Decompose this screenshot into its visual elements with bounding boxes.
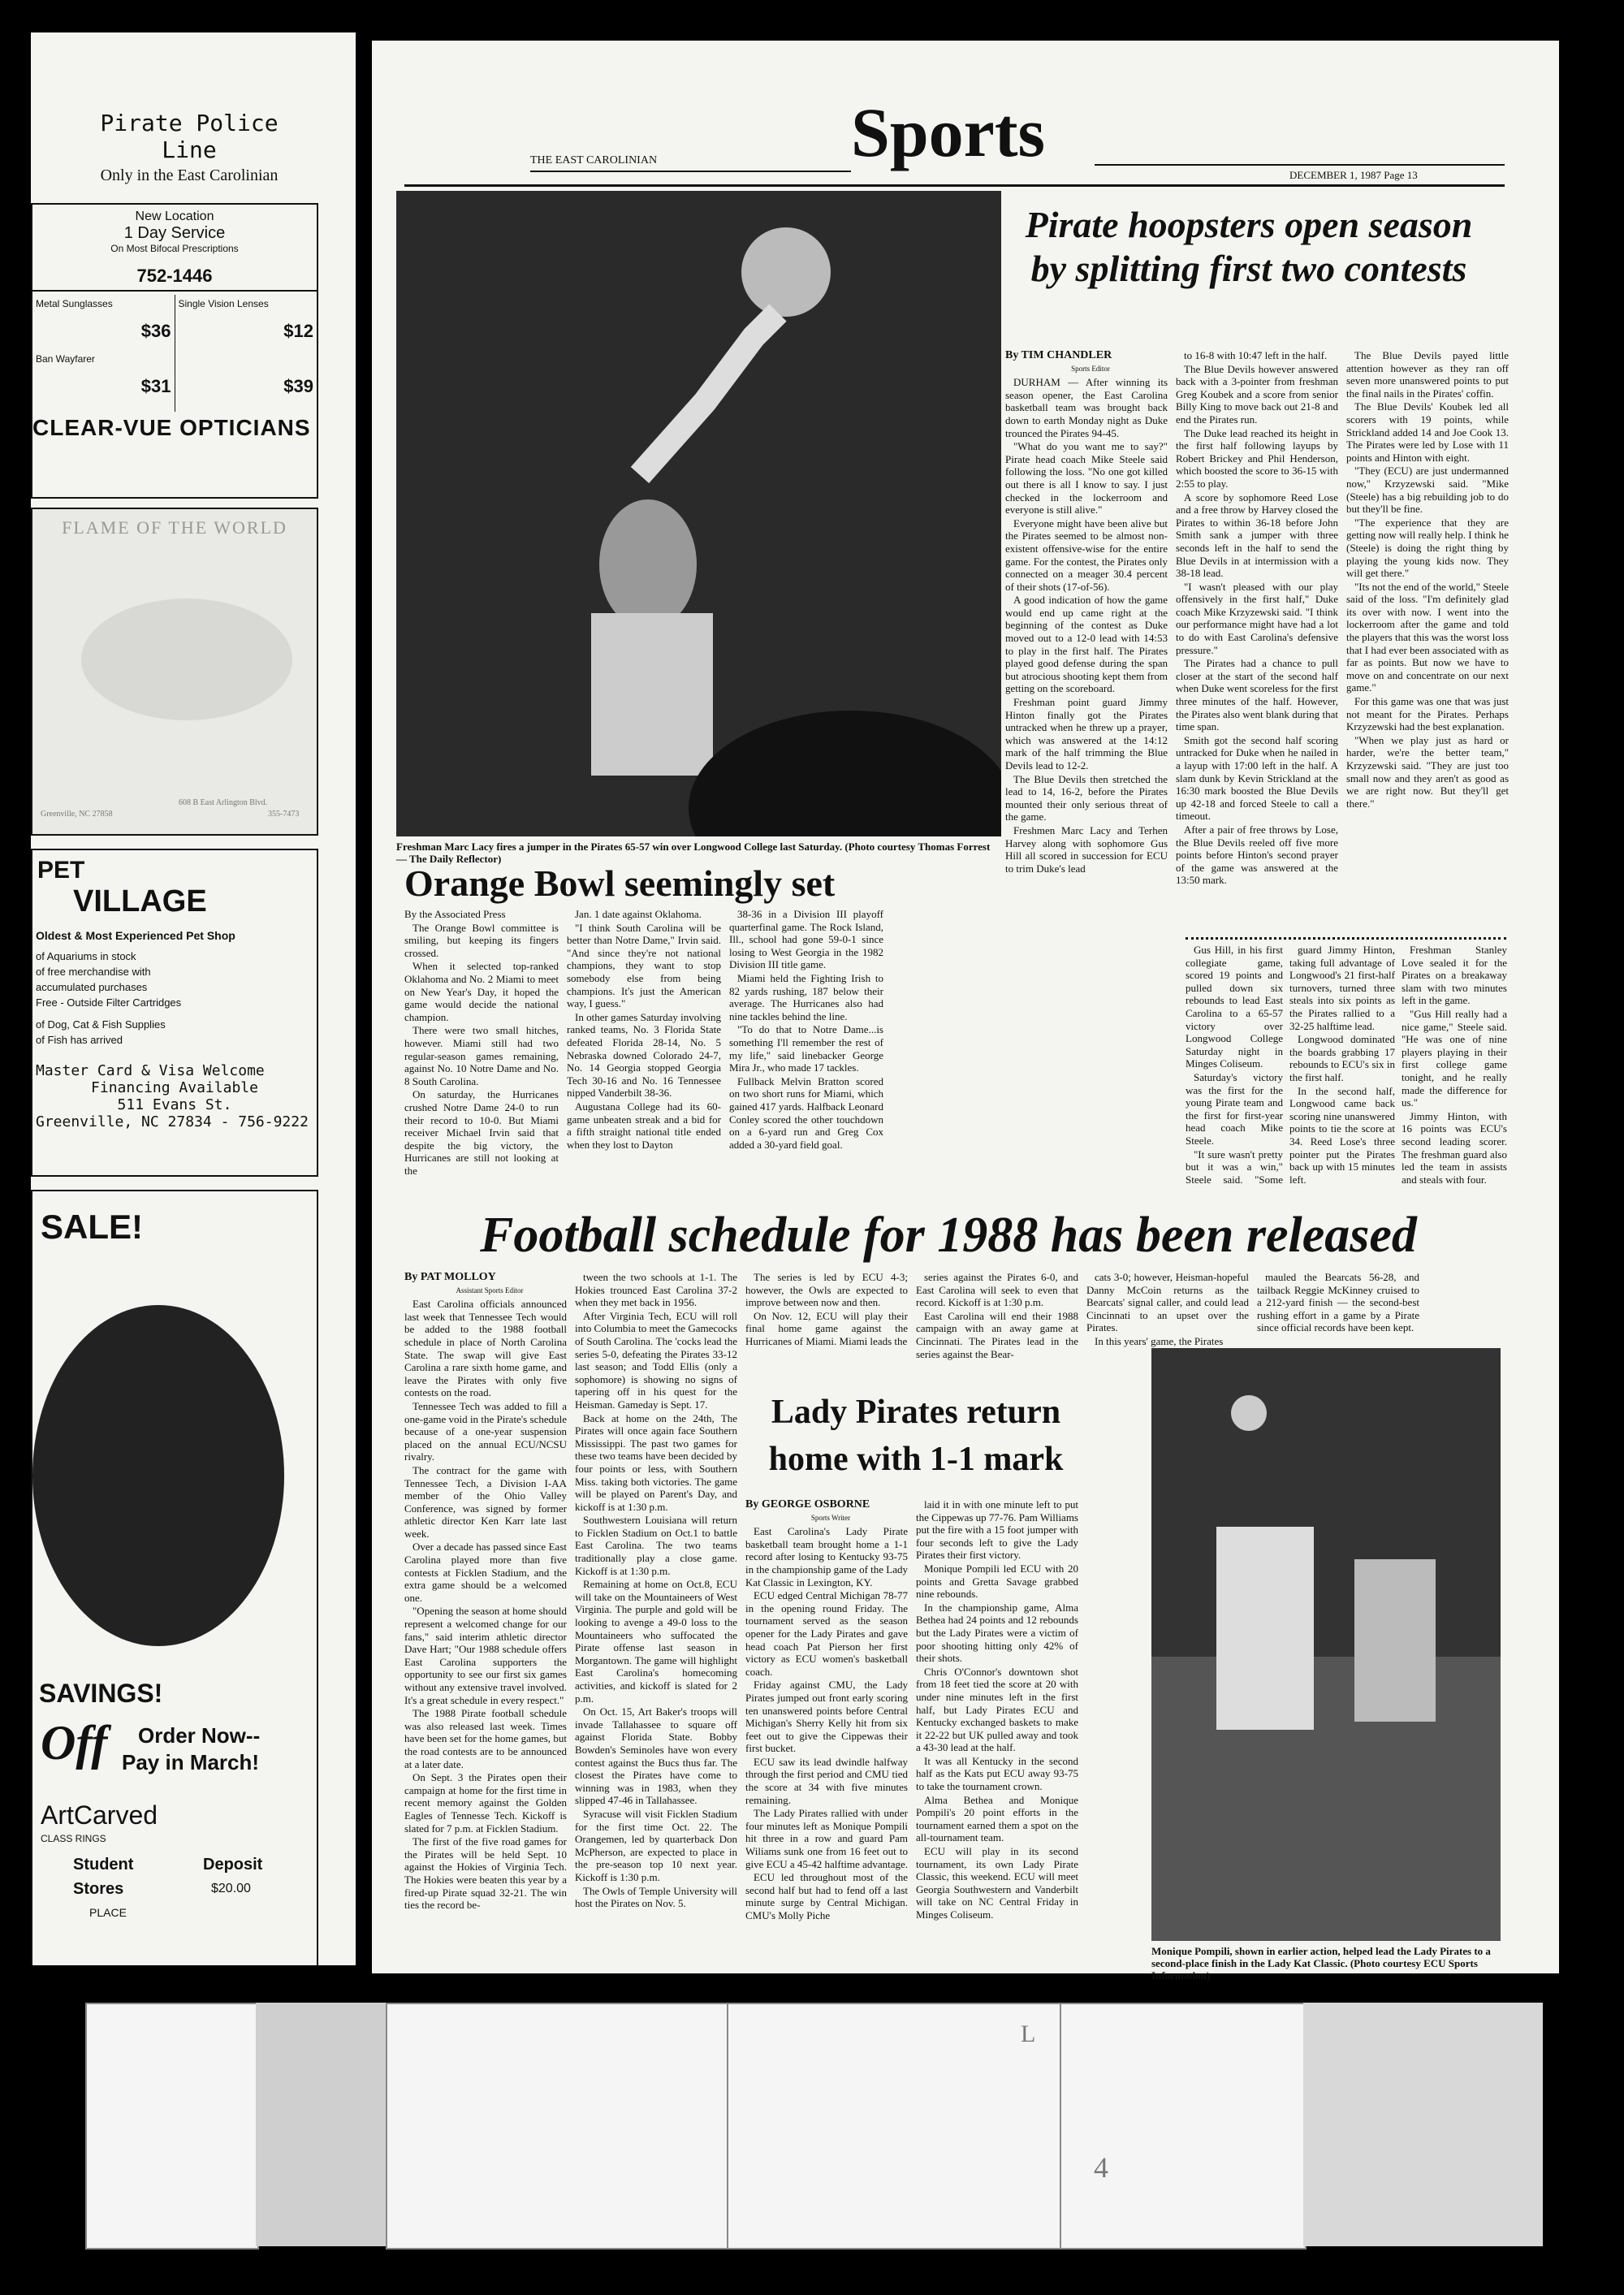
pet-list — [36, 949, 317, 1048]
lady-paragraph: Friday against CMU, the Lady Pirates jumped out front early scoring ten unanswered points before Central Michigan's Sherry Kelly hit from six feet out to give the Cippewas their first bucket. — [745, 1679, 908, 1755]
orange-byline: By the Associated Press — [404, 908, 506, 920]
football-column-4 — [916, 1271, 1078, 1393]
hoops-paragraph: "They (ECU) are just undermanned now," Krzyzewski said. "Mike (Steele) has a big rebuilding job to do but they'll be fine. — [1346, 465, 1509, 516]
ring-image — [32, 1305, 284, 1646]
optician-on-most: On Most Bifocal Prescriptions — [110, 243, 239, 254]
pet-line-4: Free - Outside Filter Cartridges — [36, 996, 182, 1009]
world-image — [81, 599, 292, 720]
football-paragraph: Remaining at home on Oct.8, ECU will take on the Mountaineers of West Virginia. The purple and gold will be looking to avenge a 49-0 loss to the Mountaineers who suffocated the Pirate offense last season in Morgantown. The game will highlight East Carolina's homecoming activities, and kickoff is slated for 2 p.m. — [575, 1578, 737, 1705]
lady-basketball-image — [1151, 1348, 1501, 1941]
pet-address: 511 Evans St. — [117, 1096, 232, 1113]
hoops-lower-paragraph: In the second half, Longwood came back scoring nine unanswered points to tie the score at 34. Reed Lose's three pointer put the Pirates back up with 15 minutes left. — [1289, 1084, 1395, 1186]
hoops-lower-paragraph: Freshman Stanley Love sealed it for the Pirates on a breakaway slam with two minutes left in the game. — [1402, 944, 1507, 1007]
hoops-lower-paragraph: guard Jimmy Hinton, taking full advantage of Longwood's 21 first-half turnovers, turned three steals into six points as the Pirates rallied to a 32-25 halftime lead. — [1289, 944, 1395, 1032]
paper-name: THE EAST CAROLINIAN — [530, 154, 658, 166]
football-column-3 — [745, 1271, 908, 1393]
orange-column-1 — [404, 908, 559, 1188]
football-paragraph: Over a decade has passed since East Carolina played more than five contests at Ficklen Stadium, and the extra game should be a welcomed one. — [404, 1541, 567, 1604]
hoops-paragraph: "The experience that they are getting now will really help. I think he (Steele) is doing the right thing by playing the young kids now. They will get there." — [1346, 516, 1509, 580]
lady-paragraph: ECU led throughout most of the second half but had to fend off a last minute surge by Central Michigan. CMU's Molly Piche — [745, 1871, 908, 1921]
optician-new-location: New Location — [135, 210, 214, 223]
bottom-mark-1: L — [1021, 2021, 1036, 2047]
optician-wayfarer: Ban Wayfarer — [36, 353, 95, 365]
hoops-paragraph: After a pair of free throws by Lose, the Blue Devils reeled off five more points before Hinton's second prayer of the game was answered at the 13:50 mark. — [1176, 823, 1338, 887]
football-paragraph: mauled the Bearcats 56-28, and tailback Reggie McKinney cruised to a 212-yard finish — the second-best rushing effort in a game by a Pirate since official records have been kept. — [1257, 1271, 1419, 1334]
football-paragraph: On Nov. 12, ECU will play their final home game against the Hurricanes of Miami. Miami leads the — [745, 1309, 908, 1347]
orange-paragraph: Augustana College had its 60-game unbeaten streak and a bid for a fifth straight national title ended when they lost to Dayton — [567, 1100, 721, 1151]
football-paragraph: series against the Pirates 6-0, and East Carolina will seek to even that record. Kickoff is at 1:30 p.m. — [916, 1271, 1078, 1309]
pet-line-6: of Fish has arrived — [36, 1034, 123, 1046]
orange-paragraph: "I think South Carolina will be better than Notre Dame," Irvin said. "And since they're not national champions, they want to stop somebody else from being champions. It's just the American way, I guess." — [567, 921, 721, 1010]
orange-paragraph: Jan. 1 date against Oklahoma. — [575, 908, 702, 920]
optician-price3: $31 — [140, 376, 171, 396]
bottom-panel-6 — [1303, 2003, 1543, 2246]
masthead-rule-right — [1095, 164, 1505, 166]
hoops-lower-paragraph: "It sure wasn't pretty but it was a win," Steele said. "Some — [1186, 1148, 1283, 1186]
hoops-paragraph: Freshman point guard Jimmy Hinton finally got the Pirates untracked when he threw up a prayer, which was answered at the 14:12 mark of the half trimming the Blue Devils lead to 12-2. — [1005, 696, 1168, 771]
football-paragraph: cats 3-0; however, Heisman-hopeful Danny McCoin returns as the Bearcats' signal caller, and could lead Cincinnati to an upset over the Pirates. — [1086, 1271, 1249, 1334]
football-paragraph: Syracuse will visit Ficklen Stadium for the first time Oct. 22. The Orangemen, led by quarterback Don McPherson, are expected to place in the pre-season top 10 next year. Kickoff is 1:30 p.m. — [575, 1807, 737, 1883]
hoops-paragraph: "When we play just as hard or harder, we're the better team," Krzyzewski said. "They are just too small now and they aren't as good as we are right now. But they'll get there." — [1346, 733, 1509, 810]
orange-paragraph: When it selected top-ranked Oklahoma and No. 2 Miami to meet on New Year's Day, it hoped the game would decide the national champion. — [404, 960, 559, 1023]
football-paragraph: On Oct. 15, Art Baker's troops will invade Tallahassee to square off against Florida State. Bobby Bowden's Seminoles have won every contest against the Bucs thus far. The closest the Pirates have come to winning was in 1983, when they slipped 47-46 in Tallahassee. — [575, 1705, 737, 1807]
ring-deposit: Deposit — [203, 1856, 263, 1874]
hoops-lower-column-3 — [1402, 944, 1507, 1187]
masthead-rule-left — [530, 171, 851, 172]
football-paragraph: The first of the five road games for the Pirates will be held Sept. 10 against the Hokies of Virginia Tech. The Hokies were beaten this year by a fired-up Pirate squad 32-21. The win ties the record be- — [404, 1835, 567, 1912]
football-paragraph: "Opening the season at home should represent a welcomed change for our fans," said interim athletic director Dave Hart; "Our 1988 schedule offers East Carolina supporters the opportunity to see our first six games without any extensive travel involved. It's a great schedule in every respect." — [404, 1605, 567, 1706]
lady-paragraph: East Carolina's Lady Pirate basketball team brought home a 1-1 record after losing to Kentucky 93-75 in the championship game of the Lady Kat Classic in Lexington, KY. — [745, 1525, 908, 1588]
hoops-lower-paragraph: Gus Hill, in his first collegiate game, scored 19 points and pulled down six rebounds to lead East Carolina to a 65-57 victory over Longwood College Saturday night in Minges Coliseum. — [1186, 944, 1283, 1070]
bottom-panel-1 — [85, 2003, 259, 2250]
pet-line-3: accumulated purchases — [36, 981, 148, 993]
hoops-lower-column-2 — [1289, 944, 1395, 1187]
football-paragraph: tween the two schools at 1-1. The Hokies trounced East Carolina 37-2 when they met back in 1956. — [575, 1271, 737, 1309]
orange-paragraph: In other games Saturday involving ranked teams, No. 3 Florida State defeated Florida 28-14, No. 5 Nebraska downed Colorado 24-7, No. 14 Georgia stopped Georgia Tech 30-16 and No. 16 Tennessee nipped Vanderbilt 38-36. — [567, 1010, 721, 1100]
ring-stores: Stores — [73, 1880, 124, 1898]
optician-price4: $39 — [283, 376, 313, 396]
hoops-paragraph: Freshmen Marc Lacy and Terhen Harvey along with sophomore Gus Hill all scored in succession for ECU to trim Duke's lead — [1005, 823, 1168, 875]
orange-paragraph: The Orange Bowl committee is smiling, but keeping its fingers crossed. — [404, 921, 559, 959]
hoops-byline: By TIM CHANDLER — [1005, 349, 1112, 361]
village-title: VILLAGE — [73, 884, 207, 918]
hoops-lower-paragraph: Longwood dominated the boards grabbing 17 rebounds to ECU's six in the first half. — [1289, 1033, 1395, 1083]
bottom-scan-strip — [85, 2003, 1543, 2246]
football-paragraph: East Carolina will end their 1988 campaign with an away game at Cincinnati. The Pirates lead in the series against the Bear- — [916, 1309, 1078, 1360]
hoops-photo — [396, 191, 1001, 836]
lady-paragraph: ECU will play in its second tournament, its own Lady Pirate Classic, this weekend. ECU will meet Georgia Southwestern and Vanderbilt will take on NC Central Friday in Minges Coliseum. — [916, 1845, 1078, 1921]
hoops-lower-paragraph — [1289, 1186, 1395, 1187]
hoops-column-1 — [1005, 349, 1168, 934]
pet-city: Greenville, NC 27834 - 756-9222 — [36, 1113, 309, 1130]
world-addr2: 608 B East Arlington Blvd. — [179, 798, 268, 807]
page-date: DECEMBER 1, 1987 Page 13 — [1289, 169, 1418, 181]
world-ad — [31, 508, 318, 836]
pet-oldest: Oldest & Most Experienced Pet Shop — [36, 929, 235, 942]
optician-single: Single Vision Lenses — [178, 298, 269, 309]
hoops-paragraph: The Blue Devils' Koubek led all scorers with 19 points, while Strickland added 14 and Joe Cook 13. The Pirates were led by Lose with 11 points and Hinton with eight. — [1346, 400, 1509, 464]
lady-paragraph: ECU edged Central Michigan 78-77 in the opening round Friday. The tournament served as the season opener for the Lady Pirates and gave head coach Pat Pierson her first victory as ECU women's basketball coach. — [745, 1589, 908, 1678]
lady-paragraph: laid it in with one minute left to put the Cippewas up 77-76. Pam Williams put the fire with a 15 foot jumper with four seconds left to give the Lady Pirates their first victory. — [916, 1498, 1078, 1562]
football-column-1 — [404, 1271, 567, 1977]
orange-column-3 — [729, 908, 883, 1188]
hoops-paragraph: The Blue Devils however answered back with a 3-pointer from freshman Greg Koubek and a score from senior Billy King to move back out 21-8 and end the Pirates run. — [1176, 362, 1338, 426]
basketball-player-image — [396, 191, 1001, 836]
hoops-lower-paragraph: "Gus Hill really had a nice game," Steele said. "He was one of nine players playing in their first college game tonight, and he really made the difference for us." — [1402, 1007, 1507, 1109]
bottom-panel-3 — [386, 2003, 730, 2250]
ring-ad — [31, 1190, 318, 1965]
football-paragraph: Tennessee Tech was added to fill a one-game void in the Pirate's schedule because of a one-year suspension placed on the annual ECU/NCSU rivalry. — [404, 1399, 567, 1463]
hoops-paragraph: A score by sophomore Reed Lose and a free throw by Harvey closed the Pirates to within 36-18 before John Smith sank a jumper with three seconds left in the half to send the Blue Devils in at intermission with a 38-18 lead. — [1176, 491, 1338, 580]
orange-headline: Orange Bowl seemingly set — [404, 862, 836, 904]
pet-financing: Financing Available — [91, 1079, 258, 1096]
optician-metal: Metal Sunglasses — [36, 298, 113, 309]
optician-price1: $36 — [140, 321, 171, 341]
hoops-paragraph: "I wasn't pleased with our play offensively in the first half," Duke coach Mike Krzyzewski said. "I think our performance might have had a lot to do with East Carolina's defensive pressure." — [1176, 580, 1338, 656]
ring-student: Student — [73, 1856, 134, 1874]
hoops-paragraph: DURHAM — After winning its season opener, the East Carolina basketball team was brought back down to earth Monday night as Duke trounced the Pirates 94-45. — [1005, 376, 1168, 439]
hoops-headline-line2: by splitting first two contests — [1030, 248, 1467, 289]
hoops-headline-line1: Pirate hoopsters open season — [1025, 204, 1473, 245]
hoops-paragraph: Everyone might have been alive but the Pirates seemed to be almost non-existent offensive-wise for the entire game. For the contest, the Pirates only connected on a meager 30.4 percent of their shots (17-of-56). — [1005, 516, 1168, 593]
lady-headline — [745, 1389, 1086, 1483]
football-paragraph: The 1988 Pirate football schedule was also released last week. Times have been set for the home games, but the road contests are to be announced at a later date. — [404, 1707, 567, 1770]
optician-ad — [31, 203, 318, 499]
police-line-title2: Line — [162, 136, 217, 163]
orange-paragraph: Miami held the Fighting Irish to 82 yards rushing, 187 below their average. The Hurricanes also had nine tackles behind the line. — [729, 971, 883, 1022]
ring-amount: $20.00 — [211, 1882, 251, 1895]
hoops-headline — [981, 203, 1517, 291]
lady-paragraph: It was all Kentucky in the second half as the Kats put ECU away 93-75 to take the tournament crown. — [916, 1754, 1078, 1793]
pet-visa: Master Card & Visa Welcome — [36, 1062, 265, 1079]
lady-paragraph: Alma Bethea and Monique Pompili's 20 point efforts in the tournament earned them a spot on the all-tournament team. — [916, 1793, 1078, 1844]
football-paragraph: The contract for the game with Tennessee Tech, a Division I-AA member of the Ohio Valley Conference, was signed by former athletic director Ken Karr late last week. — [404, 1463, 567, 1540]
left-ad-page — [31, 32, 356, 1965]
hoops-lower-paragraph: Saturday's victory was the first for the young Pirate team and the first for first-year head coach Mike Steele. — [1186, 1070, 1283, 1147]
football-paragraph: Back at home on the 24th, The Pirates will once again face Southern Mississippi. The past two games for these two teams have been decided by four points or less, with Southern Miss. taking both victories. The game will be played on Parent's Day, and kickoff is at 1:30 p.m. — [575, 1411, 737, 1513]
hoops-paragraph: Smith got the second half scoring untracked for Duke when he nailed in a layup with 17:00 left in the half. A slam dunk by Kevin Strickland at the 16:30 mark boosted the Blue Devils up 42-18 and forced Steele to call a timeout. — [1176, 733, 1338, 823]
football-byline: By PAT MOLLOY — [404, 1271, 496, 1283]
football-byline-role: Assistant Sports Editor — [456, 1286, 524, 1294]
hoops-caption: Freshman Marc Lacy fires a jumper in the Pirates 65-57 win over Longwood College last Saturday. (Photo courtesy Thomas Forrest — The Daily Reflector) — [396, 841, 991, 865]
bottom-panel-2 — [256, 2003, 386, 2246]
orange-paragraph: "To do that to Notre Dame...is something I'll remember the rest of my life," said linebacker George Mira Jr., who made 17 tackles. — [729, 1023, 883, 1074]
pet-line-5: of Dog, Cat & Fish Supplies — [36, 1018, 166, 1031]
ring-sale: SALE! — [41, 1208, 143, 1246]
lady-byline: By GEORGE OSBORNE — [745, 1498, 870, 1511]
hoops-lower-paragraph: Jimmy Hinton, with 16 points was ECU's second leading scorer. The freshman guard also led the team in assists and steals with four. — [1402, 1109, 1507, 1186]
world-title: FLAME OF THE WORLD — [62, 517, 287, 538]
bottom-panel-5 — [1060, 2003, 1307, 2250]
masthead-rule — [404, 184, 1505, 187]
optician-price2: $12 — [283, 321, 313, 341]
optician-name: CLEAR-VUE OPTICIANS — [32, 415, 311, 440]
optician-one-day: 1 Day Service — [123, 224, 226, 242]
orange-column-4 — [892, 908, 1005, 1188]
lady-paragraph: In the championship game, Alma Bethea had 24 points and 12 rebounds but the Lady Pirates were a victim of poor shooting hitting only 42% of their shots. — [916, 1601, 1078, 1665]
hoops-paragraph: The Duke lead reached its height in the first half following layups by Robert Brickey and Phil Henderson, which boosted the score to 36-15 with 2:55 to play. — [1176, 426, 1338, 490]
sports-page — [372, 41, 1559, 1982]
hoops-paragraph: A good indication of how the game would end up came right at the beginning of the contest as Duke moved out to a 12-0 lead with 14:53 to play in the first half. The Pirates played good defense during the span but atrocious shooting kept them from getting on the scoreboard. — [1005, 594, 1168, 695]
hoops-paragraph: For this game was one that was just not meant for the Pirates. Perhaps Krzyzewski had the best explanation. — [1346, 695, 1509, 733]
ring-brand: ArtCarved — [41, 1800, 158, 1830]
football-paragraph: The series is led by ECU 4-3; however, the Owls are expected to improve between now and then. — [745, 1271, 908, 1309]
ring-order: Order Now-- — [138, 1723, 261, 1748]
orange-paragraph: 38-36 in a Division III playoff quarterfinal game. The Rock Island, Ill., school had gone 59-0-1 since losing to West Georgia in the 1982 Division III title game. — [729, 908, 883, 971]
lady-column-2 — [916, 1498, 1078, 1977]
pet-title: PET — [37, 857, 85, 884]
hoops-dotted-divider — [1186, 937, 1506, 940]
bottom-panel-4 — [727, 2003, 1063, 2250]
lady-headline-line1: Lady Pirates return — [771, 1394, 1061, 1431]
pet-line-1: of Aquariums in stock — [36, 950, 136, 962]
lady-caption: Monique Pompili, shown in earlier action, helped lead the Lady Pirates to a second-place finish in the Lady Kat Classic. (Photo courtesy ECU Sports Information) — [1151, 1945, 1491, 1982]
orange-paragraph: There were two small hitches, however. Miami still had two regular-season games remaining, against No. 10 Notre Dame and No. 8 South Carolina. — [404, 1024, 559, 1087]
hoops-lower-column-1 — [1186, 944, 1283, 1187]
lady-photo — [1151, 1348, 1501, 1941]
hoops-byline-role: Sports Editor — [1071, 364, 1110, 373]
lady-paragraph: Monique Pompili led ECU with 20 points and Gretta Savage grabbed nine rebounds. — [916, 1562, 1078, 1601]
football-paragraph: East Carolina officials announced last week that Tennessee Tech would be added to the 1988 football schedule in place of North Carolina State. The swap will give East Carolina a rare sixth home game, and leave the Pirates with only five contests on the road. — [404, 1298, 567, 1399]
lady-paragraph: Chris O'Connor's downtown shot from 18 feet tied the score at 20 with under nine minutes left in the first half, but Lady Pirates ECU and Kentucky exchanged baskets to make it 22-22 but UK pulled away and took a 43-30 lead at the half. — [916, 1665, 1078, 1754]
lady-headline-line2: home with 1-1 mark — [768, 1441, 1064, 1478]
police-line-title1: Pirate Police — [100, 110, 279, 136]
hoops-lower-paragraph — [1402, 1186, 1507, 1187]
football-headline: Football schedule for 1988 has been released — [480, 1208, 1417, 1263]
optician-phone: 752-1446 — [136, 266, 213, 286]
hoops-paragraph: The Blue Devils payed little attention however as they ran off seven more unanswered points to put the final nails in the Pirates' coffin. — [1346, 349, 1509, 400]
hoops-paragraph: "Its not the end of the world," Steele said of the loss. "I'm definitely glad its over with now. I went into the lockerroom after the game and told the players that this was the worst loss that I had ever been associated with as far as points. But now we have to move on and concentrate on our next game." — [1346, 580, 1509, 694]
orange-column-2 — [567, 908, 721, 1188]
world-addr1: Greenville, NC 27858 — [41, 810, 113, 819]
football-column-2 — [575, 1271, 737, 1977]
lady-paragraph: The Lady Pirates rallied with under four minutes left as Monique Pompili hit three in a row and guard Pam Wiliams sunk one from 16 feet out to give ECU a 45-42 halftime advantage. — [745, 1807, 908, 1870]
police-line-ad — [31, 110, 348, 185]
lady-byline-role: Sports Writer — [810, 1513, 851, 1522]
football-paragraph: In this years' game, the Pirates — [1095, 1334, 1224, 1347]
hoops-column-3 — [1346, 349, 1509, 934]
football-paragraph: After Virginia Tech, ECU will roll into Columbia to meet the Gamecocks of South Carolina. The 'cocks lead the series 5-0, defeating the Pirates 33-12 last season; and Todd Ellis (only a sophomore) is showing no signs of tapering off in his quest for the Heisman. Gameday is Sept. 17. — [575, 1309, 737, 1411]
pet-village-ad — [31, 849, 318, 1177]
hoops-column-2 — [1176, 349, 1338, 934]
hoops-paragraph: The Blue Devils then stretched the lead to 14, 16-2, before the Pirates mounted their only serious threat of the game. — [1005, 772, 1168, 823]
section-title: Sports — [851, 93, 1045, 171]
orange-paragraph: On saturday, the Hurricanes crushed Notre Dame 24-0 to run their record to 10-0. But Miami receiver Michael Irvin said that despite the big victory, the Hurricanes are still not looking at the — [404, 1088, 559, 1177]
pet-line-2: of free merchandise with — [36, 966, 151, 978]
lady-paragraph: ECU saw its lead dwindle halfway through the first period and CMU tied the score at 34 with five minutes remaining. — [745, 1755, 908, 1806]
football-paragraph: On Sept. 3 the Pirates open their campaign at home for the first time in recent memory against the Golden Eagles of Tennesse Tech. Kickoff is slated for 7 p.m. at Ficklen Stadium. — [404, 1771, 567, 1835]
ring-off: Off — [41, 1716, 108, 1770]
world-addr3: 355-7473 — [268, 810, 300, 819]
orange-paragraph: Fullback Melvin Bratton scored on two short runs for Miami, which gained 417 yards. Halfback Leonard Conley scored the other touchdown on a 6-yard run and Greg Cox added a 30-yard field goal. — [729, 1074, 883, 1151]
football-paragraph: Southwestern Louisiana will return to Ficklen Stadium on Oct.1 to battle East Carolina. The two teams traditionally play a close game. Kickoff is at 1:30 p.m. — [575, 1514, 737, 1577]
hoops-paragraph: The Pirates had a chance to pull closer at the start of the second half when Duke went scoreless for the first three minutes of the half. However, the Pirates also went blank during that time span. — [1176, 657, 1338, 733]
football-paragraph: The Owls of Temple University will host the Pirates on Nov. 5. — [575, 1884, 737, 1910]
ring-savings: SAVINGS! — [39, 1679, 163, 1708]
lady-column-1 — [745, 1498, 908, 1977]
ring-place: PLACE — [89, 1906, 127, 1919]
ring-pay: Pay in March! — [122, 1750, 260, 1774]
ring-class: CLASS RINGS — [41, 1833, 106, 1844]
hoops-paragraph: to 16-8 with 10:47 left in the half. — [1184, 349, 1328, 361]
bottom-mark-2: 4 — [1094, 2151, 1108, 2184]
police-line-sub: Only in the East Carolinian — [100, 166, 279, 184]
hoops-paragraph: "What do you want me to say?" Pirate head coach Mike Steele said following the loss. "No one got killed out there is all I know to say. I just checked in the lockerroom and everyone is still alive." — [1005, 440, 1168, 516]
